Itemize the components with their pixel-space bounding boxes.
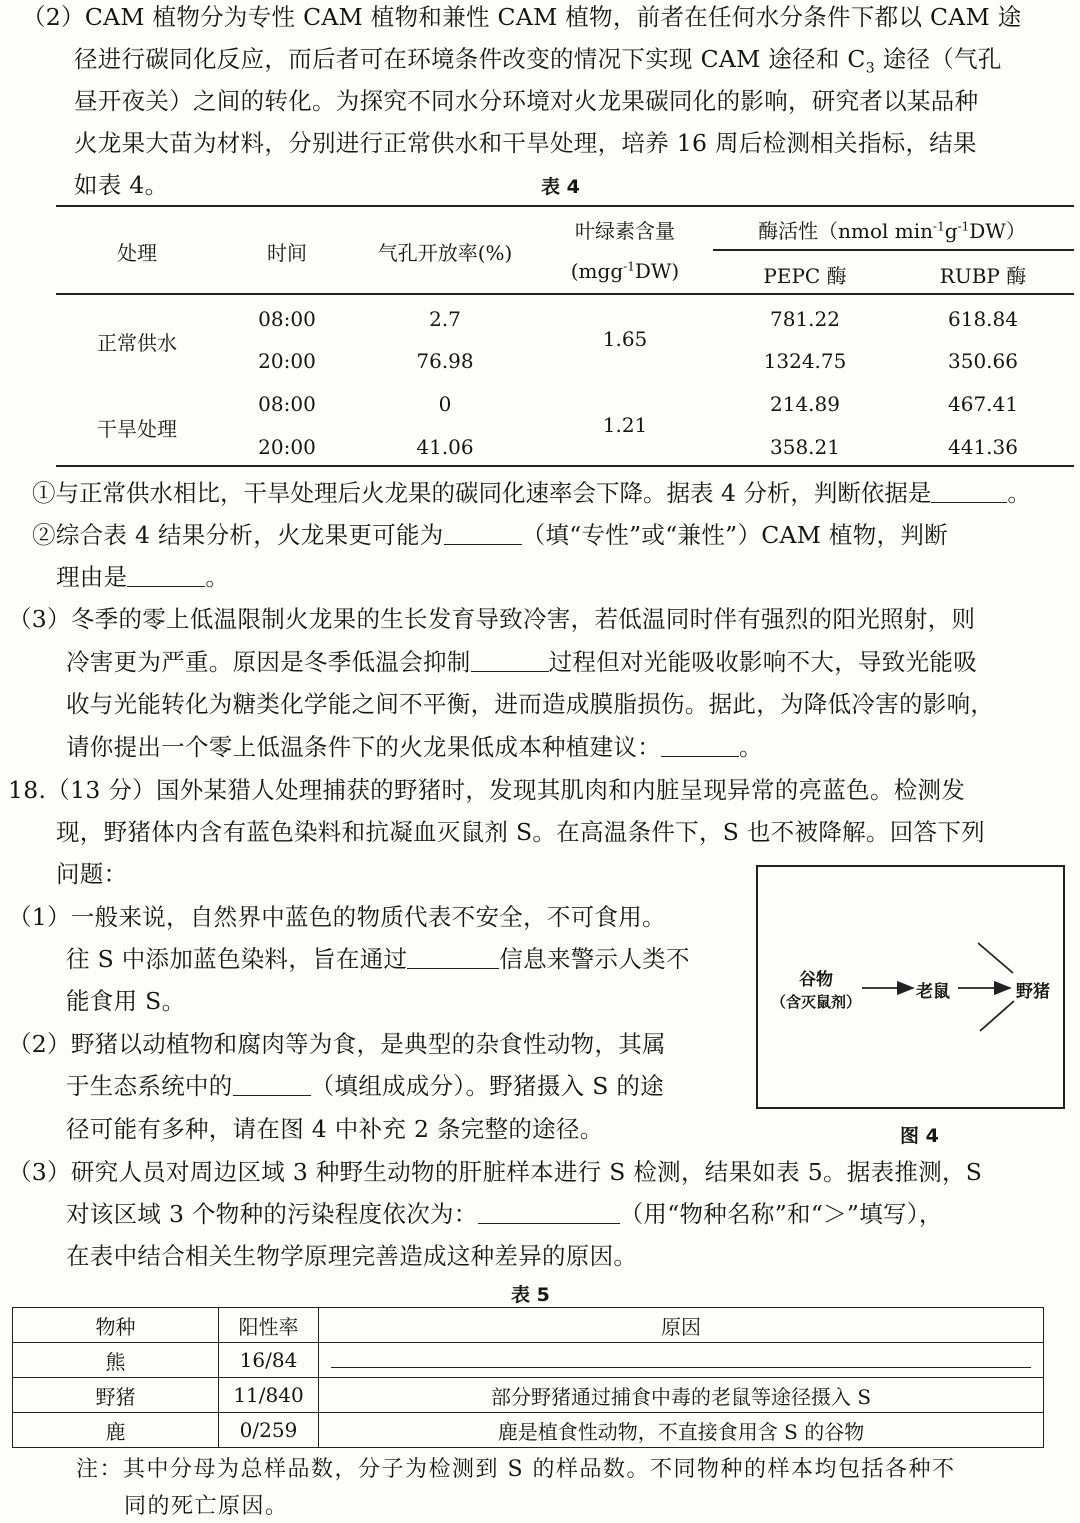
table4-header-enzyme: 酶活性（nmol $\min^{-1}g^{-1}DW$） bbox=[758, 219, 1026, 243]
answer-blank[interactable] bbox=[661, 734, 739, 757]
answer-blank[interactable] bbox=[444, 522, 522, 545]
figure4-caption: 图 4 bbox=[900, 1125, 939, 1147]
q17-p3-line1: （3）冬季的零上低温限制火龙果的生长发育导致冷害，若低温同时伴有强烈的阳光照射，则 bbox=[8, 605, 976, 633]
table4-pepc: 781.22 bbox=[770, 307, 840, 331]
answer-blank[interactable] bbox=[407, 946, 499, 969]
table4-pepc: 358.21 bbox=[770, 435, 840, 459]
q18-p2-line2: 于生态系统中的 （填组成成分）。野猪摄入 S 的途 bbox=[66, 1072, 664, 1100]
q18-p1-line1: （1）一般来说，自然界中蓝色的物质代表不安全，不可食用。 bbox=[8, 903, 666, 931]
table5-species: 熊 bbox=[13, 1343, 219, 1378]
node-grain: 谷物 （含灭鼠剂） bbox=[770, 970, 861, 1011]
table4-bottom-rule bbox=[56, 465, 1074, 467]
table4-chlorophyll-drought: 1.21 bbox=[602, 413, 648, 437]
q18-p1-line3: 能食用 S。 bbox=[66, 987, 186, 1015]
table4-header-chlorophyll-unit: (mgg$^{-1}$DW) bbox=[570, 259, 680, 283]
table4-rubp: 467.41 bbox=[948, 392, 1018, 416]
answer-blank[interactable] bbox=[127, 564, 205, 587]
q17-p3-line3: 收与光能转化为糖类化学能之间不平衡，进而造成膜脂损伤。据此，为降低冷害的影响， bbox=[66, 690, 995, 718]
q17-p2-line4: 火龙果大苗为材料，分别进行正常供水和干旱处理，培养 16 周后检测相关指标，结果 bbox=[74, 129, 977, 157]
table5-rate: 11/840 bbox=[219, 1378, 319, 1413]
table4-header-treatment: 处理 bbox=[117, 241, 157, 265]
table5-caption: 表 5 bbox=[511, 1284, 550, 1306]
table5-species: 野猪 bbox=[13, 1378, 219, 1413]
q17-sub1: ①与正常供水相比，干旱处理后火龙果的碳同化速率会下降。据表 4 分析，判断依据是 。 bbox=[32, 479, 1031, 507]
table4-stomata: 76.98 bbox=[416, 349, 474, 373]
q17-p3-line2: 冷害更为严重。原因是冬季低温会抑制 过程但对光能吸收影响不大，导致光能吸 bbox=[66, 648, 978, 676]
table5-reason: 鹿是植食性动物，不直接食用含 S 的谷物 bbox=[319, 1413, 1044, 1448]
table4-time: 20:00 bbox=[258, 349, 316, 373]
q18-p3-line2: 对该区域 3 个物种的污染程度依次为： （用“物种名称”和“＞”填写）， bbox=[66, 1200, 943, 1228]
table4-rubp: 618.84 bbox=[948, 307, 1018, 331]
table5-header-row bbox=[13, 1308, 1044, 1343]
node-rat: 老鼠 bbox=[916, 982, 950, 1002]
table5-rate: 16/84 bbox=[219, 1343, 319, 1378]
q17-p2-line1: （2）CAM 植物分为专性 CAM 植物和兼性 CAM 植物，前者在任何水分条件下都以 CAM 途 bbox=[22, 3, 1022, 31]
q18-p2-line1: （2）野猪以动植物和腐肉等为食，是典型的杂食性动物，其属 bbox=[8, 1030, 666, 1058]
q18-p3-line1: （3）研究人员对周边区域 3 种野生动物的肝脏样本进行 S 检测，结果如表 5。据表推测，S bbox=[8, 1158, 983, 1186]
table5-header-species: 物种 bbox=[13, 1308, 219, 1343]
q17-p2-line2: 径进行碳同化反应，而后者可在环境条件改变的情况下实现 CAM 途径和 $C_3$ 途径（气孔 bbox=[74, 45, 1002, 77]
q18-p1-line2: 往 S 中添加蓝色染料，旨在通过 信息来警示人类不 bbox=[66, 945, 690, 973]
table5-reason: 部分野猪通过捕食中毒的老鼠等途径摄入 S bbox=[319, 1378, 1044, 1413]
table4-stomata: 41.06 bbox=[416, 435, 474, 459]
answer-blank[interactable] bbox=[471, 649, 549, 672]
q18-p3-line3: 在表中结合相关生物学原理完善造成这种差异的原因。 bbox=[66, 1242, 638, 1270]
table5-header-reason: 原因 bbox=[319, 1308, 1044, 1343]
table4-chlorophyll-normal: 1.65 bbox=[602, 327, 648, 351]
table4-stomata: 2.7 bbox=[429, 307, 461, 331]
q17-sub2: ②综合表 4 结果分析，火龙果更可能为 （填“专性”或“兼性”）CAM 植物，判断 bbox=[32, 521, 948, 549]
table4-rubp: 441.36 bbox=[948, 435, 1018, 459]
table5-header-rate: 阳性率 bbox=[219, 1308, 319, 1343]
table4-pepc: 214.89 bbox=[770, 392, 840, 416]
figure4-food-chain bbox=[756, 865, 1065, 1109]
table4-rubp: 350.66 bbox=[948, 349, 1018, 373]
stub-line-lower bbox=[980, 1001, 1014, 1031]
table4-time: 08:00 bbox=[258, 392, 316, 416]
table-row bbox=[13, 1413, 1044, 1448]
table4-treatment-drought: 干旱处理 bbox=[97, 417, 177, 441]
q17-sub2-cont: 理由是 。 bbox=[56, 563, 230, 591]
table4-treatment-normal: 正常供水 bbox=[97, 331, 177, 355]
table5-reason-blank[interactable] bbox=[319, 1343, 1044, 1378]
node-boar: 野猪 bbox=[1016, 982, 1050, 1002]
answer-blank[interactable] bbox=[478, 1201, 620, 1224]
table4-enzyme-rule bbox=[713, 249, 1074, 251]
table5 bbox=[12, 1307, 1044, 1448]
table5-note-line1: 注：其中分母为总样品数，分子为检测到 S 的样品数。不同物种的样本均包括各种不 bbox=[76, 1457, 956, 1482]
table4-header-rule bbox=[56, 293, 1074, 295]
table4-header-pepc: PEPC 酶 bbox=[763, 264, 847, 288]
table4-caption: 表 4 bbox=[541, 176, 580, 198]
table-row bbox=[13, 1378, 1044, 1413]
table4-stomata: 0 bbox=[438, 392, 452, 416]
table4-time: 08:00 bbox=[258, 307, 316, 331]
table5-species: 鹿 bbox=[13, 1413, 219, 1448]
answer-blank[interactable] bbox=[931, 480, 1007, 503]
answer-blank[interactable] bbox=[233, 1073, 311, 1096]
table-row bbox=[13, 1343, 1044, 1378]
q17-p2-line5: 如表 4。 bbox=[74, 171, 169, 199]
q18-line1: 18.（13 分）国外某猎人处理捕获的野猪时，发现其肌肉和内脏呈现异常的亮蓝色。检测发 bbox=[8, 776, 966, 804]
q18-p2-line3: 径可能有多种，请在图 4 中补充 2 条完整的途径。 bbox=[66, 1115, 604, 1143]
table4-pepc: 1324.75 bbox=[763, 349, 847, 373]
table4-header-rubp: RUBP 酶 bbox=[939, 264, 1027, 288]
table4-header-chlorophyll: 叶绿素含量 bbox=[575, 219, 675, 243]
q18-line3: 问题： bbox=[56, 860, 128, 888]
table4-time: 20:00 bbox=[258, 435, 316, 459]
table5-note-line2: 同的死亡原因。 bbox=[124, 1494, 289, 1519]
table4-top-rule bbox=[56, 205, 1074, 207]
table5-rate: 0/259 bbox=[219, 1413, 319, 1448]
q17-p2-line3: 昼开夜关）之间的转化。为探究不同水分环境对火龙果碳同化的影响，研究者以某品种 bbox=[74, 87, 979, 115]
stub-line-upper bbox=[978, 943, 1013, 973]
q17-p3-line4: 请你提出一个零上低温条件下的火龙果低成本种植建议： 。 bbox=[66, 733, 763, 761]
answer-blank[interactable] bbox=[331, 1367, 1031, 1368]
q18-line2: 现，野猪体内含有蓝色染料和抗凝血灭鼠剂 S。在高温条件下，S 也不被降解。回答下列 bbox=[56, 818, 985, 846]
table4-header-time: 时间 bbox=[267, 241, 307, 265]
table4-header-stomata: 气孔开放率(%) bbox=[377, 241, 513, 265]
